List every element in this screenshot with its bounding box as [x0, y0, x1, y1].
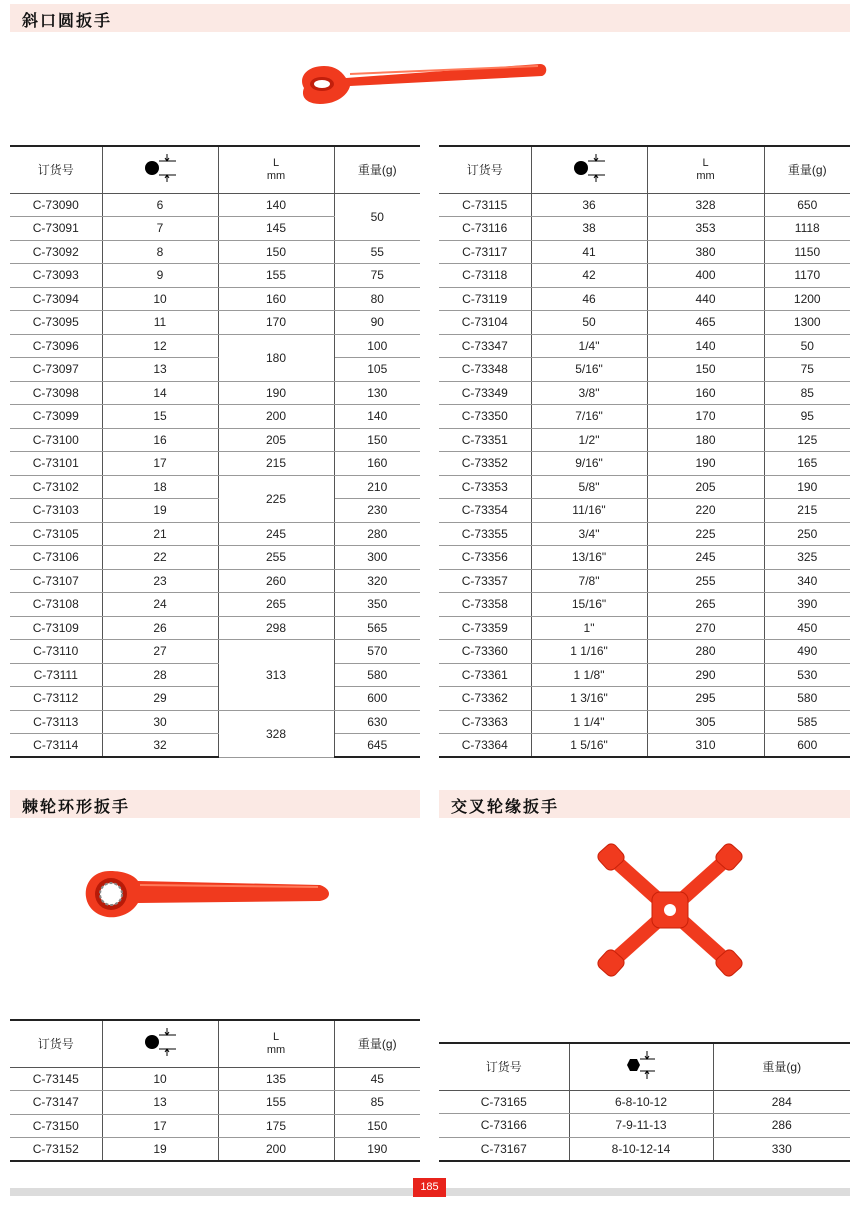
table-cell: C-73348	[439, 358, 531, 382]
offset-ring-wrench-image	[290, 58, 552, 110]
section-banner-ratchet-ring	[10, 790, 420, 818]
section-title: 斜口圆扳手	[22, 11, 113, 30]
table-cell: 255	[218, 546, 334, 570]
table-cell: C-73099	[10, 405, 102, 429]
table-cell: 38	[531, 217, 647, 241]
table-cell: 14	[102, 381, 218, 405]
table-cell: 260	[218, 569, 334, 593]
table-cell: 585	[764, 710, 850, 734]
table-cell: C-73093	[10, 264, 102, 288]
table-cell: 140	[647, 334, 764, 358]
table-cell: 12	[102, 334, 218, 358]
table-row	[439, 475, 850, 499]
table-cell: 265	[647, 593, 764, 617]
table-row	[439, 264, 850, 288]
table-cell: C-73090	[10, 193, 102, 217]
table-cell: 155	[218, 1091, 334, 1115]
table-cell: 190	[334, 1138, 420, 1162]
table-row	[439, 381, 850, 405]
table-row	[10, 264, 420, 288]
table-cell: 286	[713, 1114, 850, 1138]
table-row	[439, 1137, 850, 1161]
table-cell: 145	[218, 217, 334, 241]
table-cell: C-73109	[10, 616, 102, 640]
table-cell: 170	[647, 405, 764, 429]
table-cell: 1 5/16"	[531, 734, 647, 758]
table-cell: 190	[764, 475, 850, 499]
table-cell: 215	[218, 452, 334, 476]
table-cell: 1"	[531, 616, 647, 640]
table-cell: 32	[102, 734, 218, 758]
table-cell: 160	[334, 452, 420, 476]
table-cell: C-73106	[10, 546, 102, 570]
table-cell: C-73357	[439, 569, 531, 593]
table-cell: 6-8-10-12	[569, 1090, 713, 1114]
table-cell: 50	[764, 334, 850, 358]
table-cell: 205	[647, 475, 764, 499]
table-cell: 1/2"	[531, 428, 647, 452]
header-length: L mm	[218, 146, 334, 193]
table-cell: 5/8"	[531, 475, 647, 499]
table-cell: C-73350	[439, 405, 531, 429]
table-cell: C-73100	[10, 428, 102, 452]
table-cell: 175	[218, 1114, 334, 1138]
table-cell: 19	[102, 499, 218, 523]
table-cell: 17	[102, 452, 218, 476]
table-cell: 13	[102, 1091, 218, 1115]
table-cell: C-73097	[10, 358, 102, 382]
table-cell: C-73101	[10, 452, 102, 476]
table-row	[439, 334, 850, 358]
table-cell: 270	[647, 616, 764, 640]
table-cell: 245	[647, 546, 764, 570]
table-cell: 290	[647, 663, 764, 687]
page-number: 185	[413, 1178, 446, 1197]
table-cell: 23	[102, 569, 218, 593]
header-order-no: 订货号	[10, 1020, 102, 1067]
table-row	[10, 405, 420, 429]
table-cell: 200	[218, 1138, 334, 1162]
table-row	[439, 405, 850, 429]
table-cell: C-73102	[10, 475, 102, 499]
table-cell: 295	[647, 687, 764, 711]
table-cell: 313	[218, 640, 334, 711]
table-cell: 105	[334, 358, 420, 382]
table-row	[10, 687, 420, 711]
table-row	[10, 546, 420, 570]
table-row	[10, 193, 420, 217]
table-cell: 150	[334, 1114, 420, 1138]
table-cell: 580	[334, 663, 420, 687]
table-row	[10, 452, 420, 476]
table-cell: 225	[218, 475, 334, 522]
table-cell: 165	[764, 452, 850, 476]
hex-nut-size-icon	[140, 154, 180, 182]
table-cell: 310	[647, 734, 764, 758]
table-cell: C-73358	[439, 593, 531, 617]
table-cell: 75	[764, 358, 850, 382]
table-row	[10, 593, 420, 617]
table-cell: 19	[102, 1138, 218, 1162]
table-cell: C-73098	[10, 381, 102, 405]
table-row	[10, 311, 420, 335]
table-cell: 9/16"	[531, 452, 647, 476]
table-cell: 5/16"	[531, 358, 647, 382]
header-length: L mm	[218, 1020, 334, 1067]
table-row	[439, 1114, 850, 1138]
table-cell: 440	[647, 287, 764, 311]
spec-table-cross-rim	[439, 1042, 850, 1162]
table-cell: C-73104	[439, 311, 531, 335]
header-order-no: 订货号	[439, 1043, 569, 1090]
table-cell: 390	[764, 593, 850, 617]
section-title: 棘轮环形扳手	[22, 797, 131, 816]
table-cell: 350	[334, 593, 420, 617]
table-cell: 380	[647, 240, 764, 264]
table-cell: C-73363	[439, 710, 531, 734]
table-cell: 250	[764, 522, 850, 546]
table-cell: 450	[764, 616, 850, 640]
table-row	[10, 240, 420, 264]
table-cell: C-73111	[10, 663, 102, 687]
table-cell: C-73107	[10, 569, 102, 593]
table-cell: 298	[218, 616, 334, 640]
table-cell: 255	[647, 569, 764, 593]
table-cell: 180	[218, 334, 334, 381]
table-cell: 11/16"	[531, 499, 647, 523]
table-cell: 3/8"	[531, 381, 647, 405]
table-cell: C-73361	[439, 663, 531, 687]
table-row	[10, 475, 420, 499]
table-row	[439, 640, 850, 664]
table-cell: 1 3/16"	[531, 687, 647, 711]
table-cell: 42	[531, 264, 647, 288]
table-cell: 30	[102, 710, 218, 734]
table-cell: C-73152	[10, 1138, 102, 1162]
table-cell: 8-10-12-14	[569, 1137, 713, 1161]
table-row	[10, 663, 420, 687]
table-cell: 140	[334, 405, 420, 429]
table-cell: 125	[764, 428, 850, 452]
table-row	[10, 1067, 420, 1091]
table-cell: C-73360	[439, 640, 531, 664]
table-cell: 11	[102, 311, 218, 335]
table-cell: 580	[764, 687, 850, 711]
table-cell: 630	[334, 710, 420, 734]
table-row	[439, 546, 850, 570]
table-row	[10, 1091, 420, 1115]
table-cell: C-73352	[439, 452, 531, 476]
table-cell: 1300	[764, 311, 850, 335]
table-cell: 160	[647, 381, 764, 405]
table-cell: C-73355	[439, 522, 531, 546]
header-weight: 重量(g)	[764, 146, 850, 193]
table-row	[439, 687, 850, 711]
hex-nut-size-icon	[140, 1028, 180, 1056]
table-row	[439, 1090, 850, 1114]
table-cell: 85	[764, 381, 850, 405]
table-cell: C-73094	[10, 287, 102, 311]
table-cell: C-73362	[439, 687, 531, 711]
table-cell: C-73108	[10, 593, 102, 617]
table-cell: 1118	[764, 217, 850, 241]
spec-table-offset-ring-right	[439, 145, 850, 758]
section-title: 交叉轮缘扳手	[451, 797, 560, 816]
table-cell: 41	[531, 240, 647, 264]
table-cell: C-73118	[439, 264, 531, 288]
table-cell: 50	[334, 193, 420, 240]
table-cell: 400	[647, 264, 764, 288]
table-cell: 600	[334, 687, 420, 711]
table-cell: 85	[334, 1091, 420, 1115]
table-row	[10, 710, 420, 734]
table-cell: 15	[102, 405, 218, 429]
table-cell: 24	[102, 593, 218, 617]
table-cell: 45	[334, 1067, 420, 1091]
table-cell: 46	[531, 287, 647, 311]
table-cell: 21	[102, 522, 218, 546]
table-cell: 150	[334, 428, 420, 452]
table-row	[439, 663, 850, 687]
table-row	[439, 193, 850, 217]
table-cell: C-73105	[10, 522, 102, 546]
table-cell: 170	[218, 311, 334, 335]
table-row	[439, 710, 850, 734]
table-row	[10, 1138, 420, 1162]
table-cell: 27	[102, 640, 218, 664]
table-row	[439, 452, 850, 476]
table-cell: 7	[102, 217, 218, 241]
table-row	[10, 522, 420, 546]
table-row	[439, 499, 850, 523]
table-cell: 305	[647, 710, 764, 734]
table-row	[10, 499, 420, 523]
table-cell: 1 1/16"	[531, 640, 647, 664]
header-order-no: 订货号	[439, 146, 531, 193]
table-cell: 15/16"	[531, 593, 647, 617]
table-row	[10, 640, 420, 664]
hex-nut-size-icon	[621, 1051, 661, 1079]
table-cell: 10	[102, 1067, 218, 1091]
table-cell: 225	[647, 522, 764, 546]
header-size	[102, 146, 218, 193]
table-cell: C-73349	[439, 381, 531, 405]
table-cell: 75	[334, 264, 420, 288]
table-row	[10, 287, 420, 311]
table-row	[10, 334, 420, 358]
table-cell: C-73167	[439, 1137, 569, 1161]
table-cell: 10	[102, 287, 218, 311]
table-row	[439, 569, 850, 593]
table-cell: C-73359	[439, 616, 531, 640]
table-cell: C-73347	[439, 334, 531, 358]
table-cell: 13/16"	[531, 546, 647, 570]
table-row	[439, 217, 850, 241]
table-cell: C-73092	[10, 240, 102, 264]
table-cell: 490	[764, 640, 850, 664]
section-banner-offset-ring	[10, 4, 850, 32]
table-cell: C-73150	[10, 1114, 102, 1138]
table-cell: 29	[102, 687, 218, 711]
table-cell: 150	[218, 240, 334, 264]
table-cell: 90	[334, 311, 420, 335]
header-weight: 重量(g)	[713, 1043, 850, 1090]
table-cell: C-73147	[10, 1091, 102, 1115]
ratchet-ring-wrench-image	[80, 865, 335, 925]
table-cell: C-73095	[10, 311, 102, 335]
table-cell: C-73116	[439, 217, 531, 241]
table-cell: 215	[764, 499, 850, 523]
table-cell: 220	[647, 499, 764, 523]
table-cell: C-73353	[439, 475, 531, 499]
table-row	[439, 593, 850, 617]
table-cell: 7/16"	[531, 405, 647, 429]
table-cell: 1 1/8"	[531, 663, 647, 687]
table-cell: 155	[218, 264, 334, 288]
table-row	[439, 240, 850, 264]
table-cell: 3/4"	[531, 522, 647, 546]
table-cell: 328	[647, 193, 764, 217]
table-cell: 1200	[764, 287, 850, 311]
table-cell: 95	[764, 405, 850, 429]
table-cell: C-73145	[10, 1067, 102, 1091]
table-cell: C-73103	[10, 499, 102, 523]
table-cell: 1170	[764, 264, 850, 288]
table-cell: 130	[334, 381, 420, 405]
table-cell: C-73091	[10, 217, 102, 241]
table-cell: C-73112	[10, 687, 102, 711]
table-cell: 320	[334, 569, 420, 593]
table-cell: 1 1/4"	[531, 710, 647, 734]
header-size	[102, 1020, 218, 1067]
table-cell: 280	[334, 522, 420, 546]
table-cell: 600	[764, 734, 850, 758]
table-cell: 353	[647, 217, 764, 241]
table-row	[10, 569, 420, 593]
header-weight: 重量(g)	[334, 1020, 420, 1067]
table-cell: 100	[334, 334, 420, 358]
table-cell: C-73119	[439, 287, 531, 311]
table-cell: 180	[647, 428, 764, 452]
table-cell: 22	[102, 546, 218, 570]
table-row	[439, 616, 850, 640]
table-cell: 210	[334, 475, 420, 499]
table-cell: 245	[218, 522, 334, 546]
table-cell: C-73364	[439, 734, 531, 758]
header-order-no: 订货号	[10, 146, 102, 193]
table-cell: 6	[102, 193, 218, 217]
table-cell: 26	[102, 616, 218, 640]
table-row	[439, 428, 850, 452]
table-cell: C-73165	[439, 1090, 569, 1114]
table-cell: C-73114	[10, 734, 102, 758]
header-weight: 重量(g)	[334, 146, 420, 193]
table-row	[10, 358, 420, 382]
table-cell: 1/4"	[531, 334, 647, 358]
table-cell: 150	[647, 358, 764, 382]
cross-rim-wrench-image	[590, 840, 750, 980]
hex-nut-size-icon	[569, 154, 609, 182]
table-cell: 325	[764, 546, 850, 570]
table-cell: 280	[647, 640, 764, 664]
table-row	[439, 358, 850, 382]
table-row	[439, 734, 850, 758]
table-cell: 570	[334, 640, 420, 664]
table-cell: 650	[764, 193, 850, 217]
table-cell: 80	[334, 287, 420, 311]
table-cell: 340	[764, 569, 850, 593]
table-cell: 190	[647, 452, 764, 476]
table-cell: 200	[218, 405, 334, 429]
table-cell: 284	[713, 1090, 850, 1114]
table-row	[10, 428, 420, 452]
table-cell: C-73113	[10, 710, 102, 734]
table-cell: 17	[102, 1114, 218, 1138]
table-cell: 265	[218, 593, 334, 617]
table-cell: 330	[713, 1137, 850, 1161]
header-size	[569, 1043, 713, 1090]
table-cell: 300	[334, 546, 420, 570]
table-cell: 8	[102, 240, 218, 264]
table-cell: C-73117	[439, 240, 531, 264]
table-cell: 230	[334, 499, 420, 523]
table-row	[10, 734, 420, 758]
table-cell: 18	[102, 475, 218, 499]
table-cell: C-73115	[439, 193, 531, 217]
spec-table-offset-ring-left	[10, 145, 420, 758]
header-length: L mm	[647, 146, 764, 193]
table-row	[439, 311, 850, 335]
table-cell: C-73110	[10, 640, 102, 664]
table-cell: 328	[218, 710, 334, 757]
table-cell: 190	[218, 381, 334, 405]
section-banner-cross-rim	[439, 790, 850, 818]
table-cell: 36	[531, 193, 647, 217]
table-cell: 7/8"	[531, 569, 647, 593]
table-cell: C-73356	[439, 546, 531, 570]
table-row	[439, 287, 850, 311]
table-cell: 13	[102, 358, 218, 382]
table-row	[10, 1114, 420, 1138]
table-cell: 50	[531, 311, 647, 335]
table-row	[439, 522, 850, 546]
table-cell: 135	[218, 1067, 334, 1091]
table-cell: 160	[218, 287, 334, 311]
table-row	[10, 381, 420, 405]
table-cell: C-73351	[439, 428, 531, 452]
table-cell: 9	[102, 264, 218, 288]
table-cell: 530	[764, 663, 850, 687]
table-cell: 16	[102, 428, 218, 452]
table-cell: 645	[334, 734, 420, 758]
table-cell: 205	[218, 428, 334, 452]
spec-table-ratchet-ring	[10, 1019, 420, 1162]
table-cell: C-73166	[439, 1114, 569, 1138]
table-cell: C-73354	[439, 499, 531, 523]
table-cell: 28	[102, 663, 218, 687]
table-cell: 7-9-11-13	[569, 1114, 713, 1138]
header-size	[531, 146, 647, 193]
table-cell: 140	[218, 193, 334, 217]
table-cell: 465	[647, 311, 764, 335]
table-cell: 55	[334, 240, 420, 264]
table-cell: 1150	[764, 240, 850, 264]
table-cell: C-73096	[10, 334, 102, 358]
table-row	[10, 616, 420, 640]
table-cell: 565	[334, 616, 420, 640]
